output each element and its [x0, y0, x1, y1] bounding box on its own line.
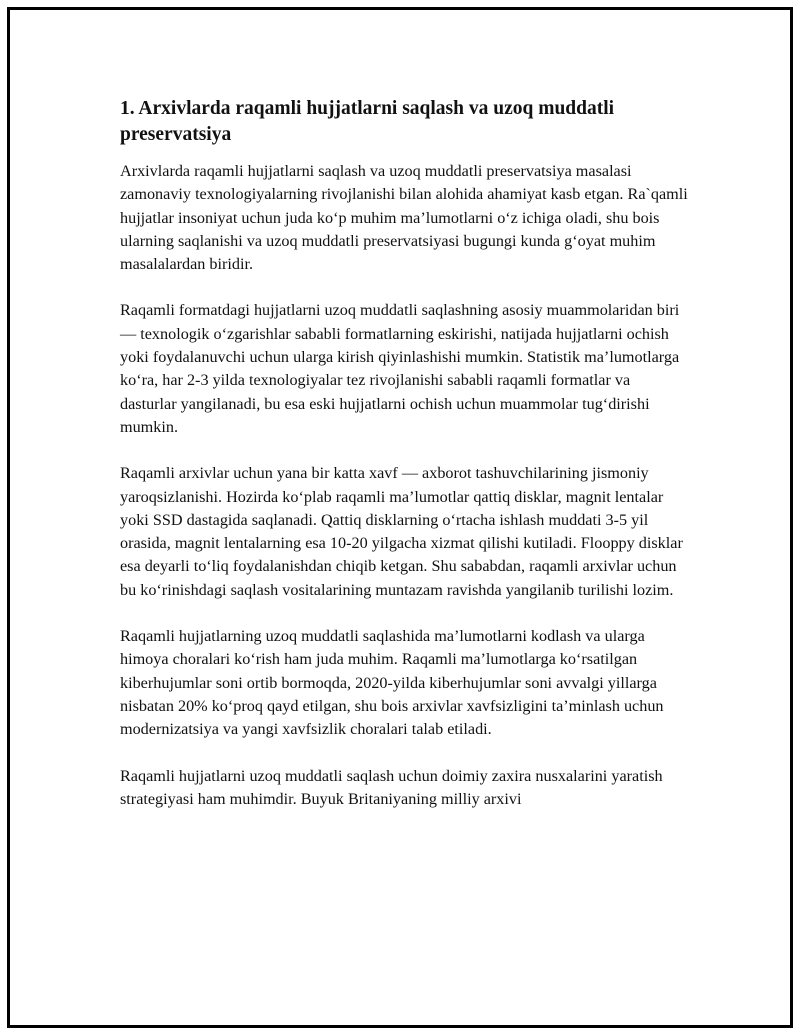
paragraph: Raqamli arxivlar uchun yana bir katta xavf — axborot tashuvchilarining jismoniy yaroqsizlanishi. Hozirda ko‘plab raqamli ma’lumotlar qattiq disklar, magnit lentalar yoki SSD dastagida saqlanadi. Qattiq disklarning o‘rtacha ishlash muddati 3-5 yil orasida, magnit lentalarning esa 10-20 yilgacha xizmat qilishi kutiladi. Flooppy disklar esa deyarli to‘liq foydalanishdan chiqib ketgan. Shu sababdan, raqamli arxivlar uchun bu ko‘rinishdagi saqlash vositalarining muntazam ravishda yangilanib turilishi lozim.: [120, 464, 683, 599]
page-frame: [7, 7, 793, 1028]
paragraph: Arxivlarda raqamli hujjatlarni saqlash va uzoq muddatli preservatsiya masalasi zamonaviy texnologiyalarning rivojlanishi bilan alohida ahamiyat kasb etgan. Ra`qamli hujjatlar insoniyat uchun juda ko‘p muhim ma’lumotlarni o‘z ichiga oladi, shu bois ularning saqlanishi va uzoq muddatli preservatsiyasi bugungi kunda g‘oyat muhim masalalardan biridir.: [120, 162, 688, 274]
paragraph: Raqamli hujjatlarni uzoq muddatli saqlash uchun doimiy zaxira nusxalarini yaratish strategiyasi ham muhimdir. Buyuk Britaniyaning milliy arxivi: [120, 766, 663, 808]
document-body: [120, 96, 690, 834]
paragraph: Raqamli hujjatlarning uzoq muddatli saqlashida ma’lumotlarni kodlash va ularga himoya choralari ko‘rish ham juda muhim. Raqamli ma’lumotlarga ko‘rsatilgan kiberhujumlar soni ortib bormoqda, 2020-yilda kiberhujumlar soni avvalgi yillarga nisbatan 20% ko‘proq qayd etilgan, shu bois arxivlar xavfsizligini ta’minlash uchun modernizatsiya va yangi xavfsizlik choralari talab etiladi.: [120, 627, 664, 739]
paragraph: Raqamli formatdagi hujjatlarni uzoq muddatli saqlashning asosiy muammolaridan biri — texnologik o‘zgarishlar sababli formatlarning eskirishi, natijada hujjatlarni ochish yoki foydalanuvchi uchun ularga kirish qiyinlashishi mumkin. Statistik ma’lumotlarga ko‘ra, har 2-3 yilda texnologiyalar tez rivojlanishi sababli raqamli formatlar va dasturlar yangilanadi, bu esa eski hujjatlarni ochish uchun muammolar tug‘dirishi mumkin.: [120, 301, 680, 436]
section-heading: 1. Arxivlarda raqamli hujjatlarni saqlash va uzoq muddatli preservatsiya: [120, 98, 615, 145]
